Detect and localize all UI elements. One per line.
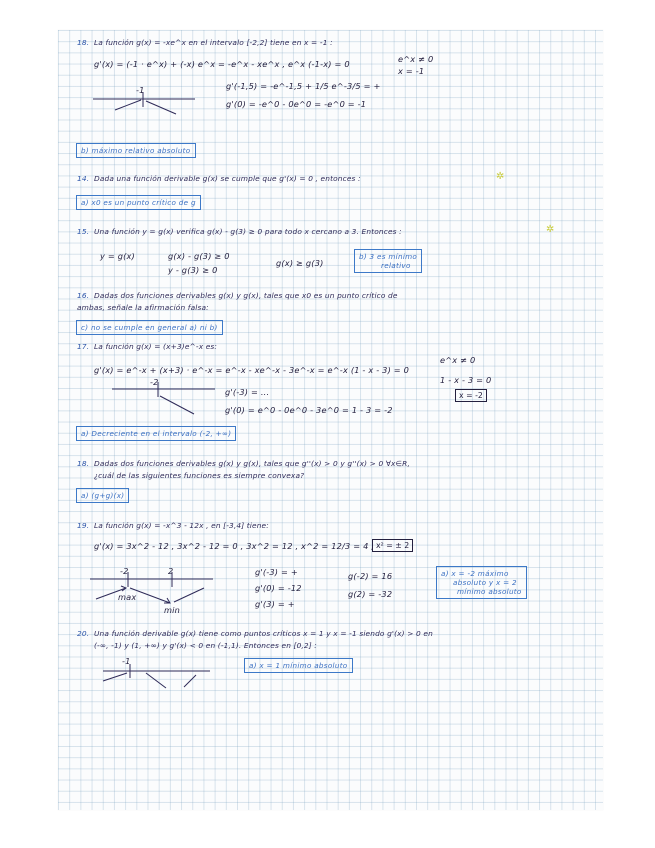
q18-branch-1: e^x ≠ 0 [398,54,434,64]
q19-deriv-2: g'(0) = -12 [255,583,302,593]
star-mark-icon: ✲ [546,224,555,235]
q16-number: 16. [77,291,90,300]
q14-statement: Dada una función derivable g(x) se cumple que g'(x) = 0 , entonces : [94,174,361,183]
q20-statement-line-2: (-∞, -1) y (1, +∞) y g'(x) < 0 en (-1,1). Entonces en [0,2] : [94,641,317,650]
q19-value-2: g(2) = -32 [348,589,393,599]
q19-answer [436,566,527,599]
q19-deriv-3: g'(3) = + [255,599,295,609]
q16-answer: c) no se cumple en general a) ni b) [76,320,223,335]
q20-answer: a) x = 1 mínimo absoluto [244,658,353,673]
q19-statement: La función g(x) = -x^3 - 12x , en [-3,4] tiene: [94,521,269,530]
q17-eval-1: g'(-3) = ... [225,387,270,397]
sign-sketch-q17 [112,382,215,414]
q19-sketch-label-a: -2 [120,566,129,576]
q18-derivative: g'(x) = (-1 · e^x) + (-x) e^x = -e^x - xe^x , e^x (-1-x) = 0 [94,59,350,69]
q19-max-label: max [118,592,137,602]
q16-statement-line-2: ambas, señale la afirmación falsa: [77,303,209,312]
q18-answer: b) máximo relativo absoluto [76,143,196,158]
q15-answer-line-2: relativo [381,261,411,270]
q14-answer: a) x0 es un punto crítico de g [76,195,201,210]
sign-sketch-q20 [103,664,210,688]
q15-answer [354,249,422,273]
q17-derivative: g'(x) = e^-x + (x+3) · e^-x = e^-x - xe^-x - 3e^-x = e^-x (1 - x - 3) = 0 [94,365,410,375]
q19-boxed-result: x² = ± 2 [372,539,413,552]
sign-sketch-q18 [93,92,195,114]
q14-number: 14. [77,174,90,183]
q19-answer-line-3: mínimo absoluto [457,587,522,596]
q17-eval-2: g'(0) = e^0 - 0e^0 - 3e^0 = 1 - 3 = -2 [225,405,393,415]
q18-branch-2: x = -1 [398,66,425,76]
q19-min-label: min [164,605,181,615]
q18-number: 18. [77,38,90,47]
q17-number: 17. [77,342,90,351]
q19-deriv-1: g'(-3) = + [255,567,298,577]
q19-derivative: g'(x) = 3x^2 - 12 , 3x^2 - 12 = 0 , 3x^2 = 12 , x^2 = 12/3 = 4 , [94,541,375,551]
q15-statement: Una función y = g(x) verifica g(x) - g(3) ≥ 0 para todo x cercano a 3. Entonces : [94,227,402,236]
q18b-answer: a) (g+g)(x) [76,488,129,503]
q20-number: 20. [77,629,90,638]
q18-eval-1: g'(-1,5) = -e^-1,5 + 1/5 e^-3/5 = + [226,81,381,91]
q18b-statement-line-1: Dadas dos funciones derivables g(x) y g(x), tales que g''(x) > 0 y g''(x) > 0 ∀x∈R, [94,459,410,468]
q20-sketch-label: -1 [122,656,131,666]
sign-sketch-q19 [90,572,213,603]
q19-answer-line-1: a) x = -2 máximo [441,569,509,578]
q19-value-1: g(-2) = 16 [348,571,393,581]
q15-line-2: g(x) - g(3) ≥ 0 [168,251,230,261]
q18b-number: 18. [77,459,90,468]
q20-statement-line-1: Una función derivable g(x) tiene como puntos críticos x = 1 y x = -1 siendo g'(x) > 0 en [94,629,433,638]
q18-eval-2: g'(0) = -e^0 - 0e^0 = -e^0 = -1 [226,99,367,109]
q15-line-3: y - g(3) ≥ 0 [168,265,218,275]
q17-branch-2: 1 - x - 3 = 0 [440,375,492,385]
q17-statement: La función g(x) = (x+3)e^-x es: [94,342,218,351]
q18-statement: La función g(x) = -xe^x en el intervalo [-2,2] tiene en x = -1 : [94,38,333,47]
q18b-statement-line-2: ¿cuál de las siguientes funciones es siempre convexa? [94,471,305,480]
q19-answer-line-2: absoluto y x = 2 [453,578,517,587]
q15-line-1: y = g(x) [100,251,135,261]
q17-sketch-label: -2 [150,377,159,387]
q18-sketch-label: -1 [136,85,145,95]
q17-branch-1: e^x ≠ 0 [440,355,476,365]
star-mark-icon: ✲ [496,171,505,182]
q16-statement-line-1: Dadas dos funciones derivables g(x) y g(x), tales que x0 es un punto crítico de [94,291,398,300]
q19-sketch-label-b: 2 [168,566,174,576]
q17-answer: a) Decreciente en el intervalo (-2, +∞) [76,426,236,441]
q15-number: 15. [77,227,90,236]
q17-branch-3: x = -2 [455,389,487,402]
q15-answer-line-1: b) 3 es mínimo [359,252,418,261]
q19-number: 19. [77,521,90,530]
q15-line-4: g(x) ≥ g(3) [276,258,324,268]
